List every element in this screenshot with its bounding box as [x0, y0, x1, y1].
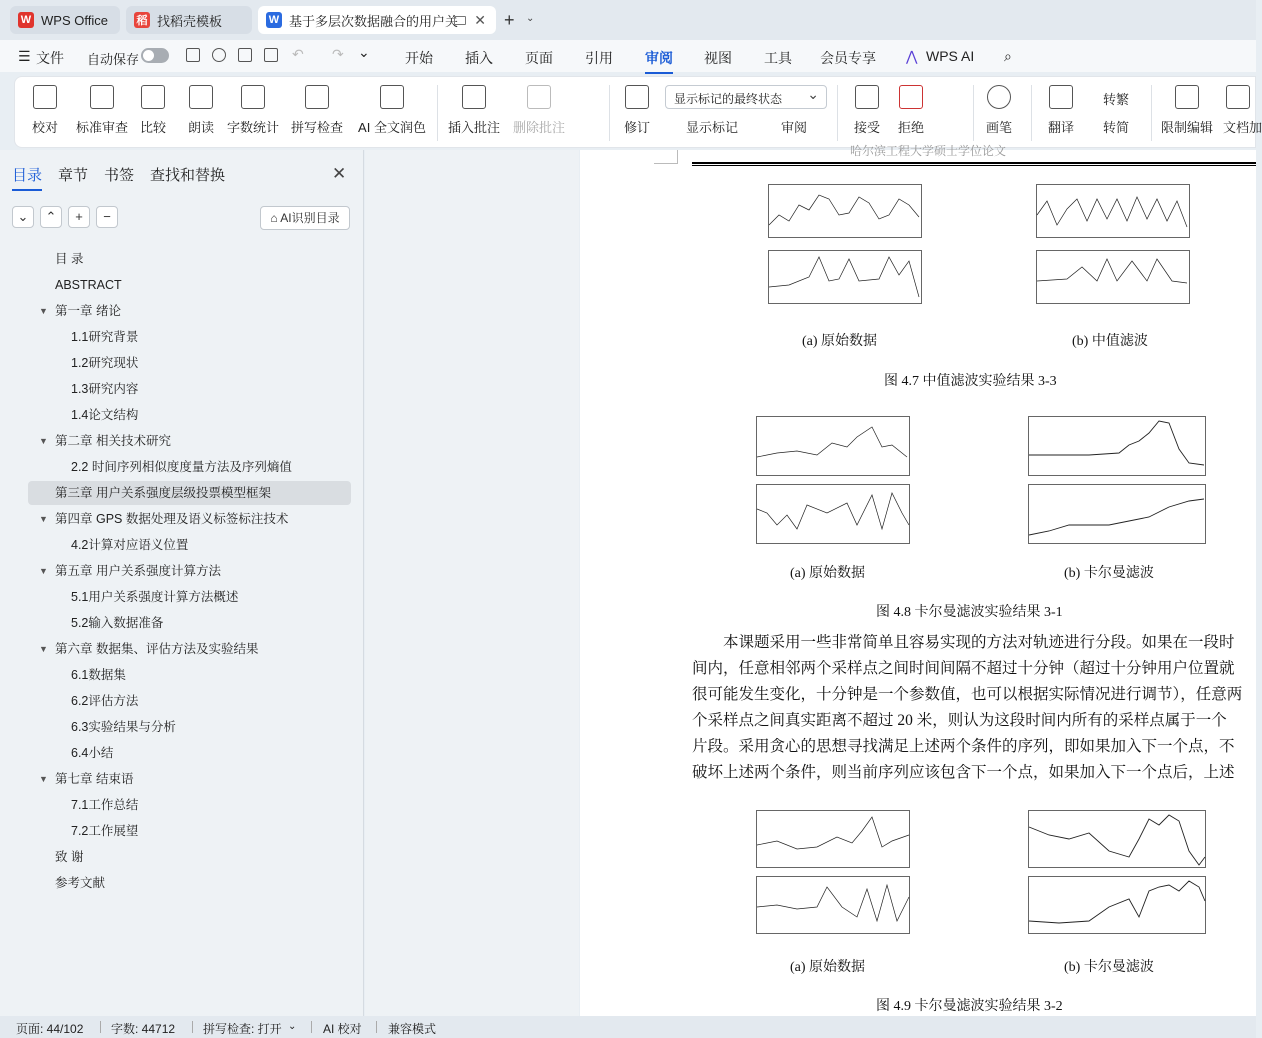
- figure-4-9a: [740, 806, 916, 944]
- collapse-all-icon[interactable]: ⌃: [40, 206, 62, 228]
- toc-item[interactable]: [71, 819, 138, 843]
- undo-icon[interactable]: ↶: [292, 46, 304, 62]
- autosave-label: 自动保存: [87, 52, 140, 67]
- toc-item-label: ABSTRACT: [55, 278, 122, 292]
- plot-lng: [1028, 484, 1206, 544]
- caret-down-icon[interactable]: ▼: [39, 774, 48, 784]
- menu-page[interactable]: 页面: [525, 50, 553, 66]
- toc-item[interactable]: [39, 767, 134, 791]
- pen-button[interactable]: 画笔: [981, 77, 1017, 147]
- toc-item-label: 6.1数据集: [71, 668, 126, 682]
- subcaption: (b) 卡尔曼滤波: [1064, 566, 1154, 581]
- subcaption: (b) 中值滤波: [1072, 334, 1148, 349]
- share-icon[interactable]: [212, 48, 226, 62]
- tab-find-replace[interactable]: 查找和替换: [150, 167, 226, 184]
- tab-label: WPS Office: [41, 12, 108, 28]
- plot-lat: [1028, 810, 1206, 868]
- delete-comment-button[interactable]: 删除批注: [509, 77, 569, 147]
- line-plot: [1029, 417, 1207, 477]
- docer-icon: 稻: [134, 12, 150, 28]
- chevron-down-icon[interactable]: ⌄: [288, 1021, 297, 1032]
- toc-item-label: 4.2计算对应语义位置: [71, 538, 189, 552]
- plot-lng: [1028, 876, 1206, 934]
- toc-item[interactable]: [55, 247, 83, 271]
- tab-bookmarks[interactable]: 书签: [104, 167, 135, 184]
- toc-item-label: 6.4小结: [71, 746, 114, 760]
- toc-item[interactable]: [71, 533, 188, 557]
- toc-item-label: 7.2工作展望: [71, 824, 139, 838]
- expand-all-icon[interactable]: ⌄: [12, 206, 34, 228]
- toc-item[interactable]: [39, 559, 221, 583]
- plot-lat: [768, 184, 922, 238]
- plot-lng: [756, 484, 910, 544]
- line-plot: [769, 185, 923, 239]
- chevron-down-icon[interactable]: ⌄: [526, 13, 535, 24]
- document-page[interactable]: [580, 144, 1256, 1016]
- toc-item[interactable]: [55, 273, 122, 297]
- ai-toc-icon: ⌂: [270, 211, 281, 225]
- menu-member[interactable]: 会员专享: [820, 50, 876, 66]
- ribbon-divider: [973, 85, 974, 141]
- figure-4-7a: [750, 180, 926, 318]
- toc-item-label: 第五章 用户关系强度计算方法: [55, 564, 221, 578]
- menu-review[interactable]: 审阅: [645, 50, 673, 66]
- status-divider: [192, 1021, 193, 1033]
- close-pane-icon[interactable]: ✕: [332, 164, 347, 183]
- hamburger-icon[interactable]: ☰: [18, 48, 31, 64]
- ribbon-divider: [1151, 85, 1152, 141]
- caret-down-icon[interactable]: ▼: [39, 566, 48, 576]
- toc-item-label: 第七章 结束语: [55, 772, 134, 786]
- toc-item-label: 目 录: [55, 252, 84, 266]
- subcaption: (a) 原始数据: [790, 566, 866, 581]
- status-divider: [376, 1021, 377, 1033]
- line-plot: [757, 811, 911, 869]
- status-divider: [311, 1021, 312, 1033]
- toc-item-label: 6.3实验结果与分析: [71, 720, 176, 734]
- tab-toc[interactable]: 目录: [12, 164, 42, 185]
- save-icon[interactable]: [186, 48, 200, 62]
- delete-comment-icon: [527, 85, 551, 109]
- text-line: 很可能发生变化，十分钟是一个参数值，也可以根据实际情况进行调节），任意两: [692, 686, 1243, 703]
- tab-chapters[interactable]: 章节: [58, 167, 89, 184]
- track-changes-icon: [625, 85, 649, 109]
- status-divider: [100, 1021, 101, 1033]
- compare-button[interactable]: 比较: [135, 77, 171, 147]
- to-traditional-button[interactable]: 转繁: [1102, 92, 1129, 107]
- redo-icon[interactable]: ↷: [332, 46, 344, 62]
- menu-wps-ai[interactable]: WPS AI: [926, 48, 975, 64]
- pen-icon: [987, 85, 1011, 109]
- spell-check-icon: [305, 85, 329, 109]
- toc-item-label: 参考文献: [55, 876, 106, 890]
- toc-item-label: 5.2输入数据准备: [71, 616, 164, 630]
- accept-icon: [855, 85, 879, 109]
- ribbon-divider: [609, 85, 610, 141]
- body-paragraph: [692, 630, 1256, 786]
- ai-proofread-status[interactable]: AI 校对: [323, 1022, 362, 1036]
- line-plot: [1037, 251, 1191, 305]
- navigation-pane: [0, 150, 364, 1016]
- subcaption: (b) 卡尔曼滤波: [1064, 960, 1154, 975]
- plot-lng: [1036, 250, 1190, 304]
- toc-item[interactable]: [71, 689, 138, 713]
- toc-item[interactable]: [71, 663, 126, 687]
- more-chevron-icon[interactable]: ⌄: [358, 44, 370, 60]
- toc-item[interactable]: [55, 481, 271, 505]
- toc-item[interactable]: [71, 793, 138, 817]
- toc-item[interactable]: [71, 585, 238, 609]
- tab-document[interactable]: [258, 6, 496, 34]
- menu-file[interactable]: 文件: [36, 50, 64, 66]
- figure-caption: 图 4.9 卡尔曼滤波实验结果 3-2: [876, 999, 1063, 1014]
- subcaption: (a) 原始数据: [790, 960, 866, 975]
- to-simplified-button[interactable]: 转简: [1102, 120, 1129, 135]
- toc-item[interactable]: [39, 429, 171, 453]
- ribbon-divider: [1031, 85, 1032, 141]
- figure-caption: 图 4.7 中值滤波实验结果 3-3: [884, 374, 1057, 389]
- toc-item-label: 第一章 绪论: [55, 304, 121, 318]
- text-line: 片段。采用贪心的思想寻找满足上述两个条件的序列，即如果加入下一个点，不: [692, 738, 1235, 755]
- toc-item[interactable]: [55, 871, 105, 895]
- ai-toc-button[interactable]: ⌂ AI识别目录: [260, 206, 350, 230]
- ai-polish-button[interactable]: AI 全文润色: [355, 77, 429, 147]
- toc-item[interactable]: [71, 715, 176, 739]
- toc-item-label: 5.1用户关系强度计算方法概述: [71, 590, 239, 604]
- print-preview-icon[interactable]: [264, 48, 278, 62]
- toc-item-label: 1.2研究现状: [71, 356, 139, 370]
- plot-lat: [1028, 416, 1206, 476]
- word-count-indicator[interactable]: 字数: 44712: [111, 1022, 176, 1036]
- menu-tools[interactable]: 工具: [764, 50, 792, 66]
- line-plot: [1029, 811, 1207, 869]
- menu-reference[interactable]: 引用: [585, 50, 613, 66]
- word-doc-icon: W: [266, 12, 282, 28]
- line-plot: [1037, 185, 1191, 239]
- workspace-gutter: [365, 150, 579, 1016]
- toc-item-label: 6.2评估方法: [71, 694, 139, 708]
- figure-caption: 图 4.8 卡尔曼滤波实验结果 3-1: [876, 605, 1063, 620]
- word-count-button[interactable]: 字数统计: [225, 77, 281, 147]
- figure-4-8a: [740, 412, 916, 550]
- caret-down-icon[interactable]: ▼: [39, 436, 48, 446]
- tab-wps-office[interactable]: [10, 6, 120, 34]
- toc-item-label: 1.4论文结构: [71, 408, 139, 422]
- text-line: 本课题采用一些非常简单且容易实现的方法对轨迹进行分段。如果在一段时: [692, 634, 1235, 651]
- markup-display-select[interactable]: 显示标记的最终状态 ⌄: [665, 85, 827, 109]
- line-plot: [757, 417, 911, 477]
- page-corner-mark: [654, 150, 678, 164]
- word-count-icon: [241, 85, 265, 109]
- standard-review-icon: [90, 85, 114, 109]
- caret-down-icon[interactable]: ▼: [39, 514, 48, 524]
- line-plot: [769, 251, 923, 305]
- figure-4-9b: [1004, 806, 1216, 944]
- reject-button[interactable]: 拒绝: [891, 77, 931, 147]
- header-rule: [692, 162, 1256, 164]
- caret-down-icon[interactable]: ▼: [39, 306, 48, 316]
- toc-item-label: 第四章 GPS 数据处理及语义标签标注技术: [55, 512, 289, 526]
- plot-lat: [756, 810, 910, 868]
- restrict-edit-icon: [1175, 85, 1199, 109]
- print-icon[interactable]: [238, 48, 252, 62]
- toc-item[interactable]: [71, 455, 292, 479]
- plot-lng: [768, 250, 922, 304]
- toc-item[interactable]: [71, 351, 138, 375]
- plot-lat: [756, 416, 910, 476]
- text-line: 破坏上述两个条件，则当前序列应该包含下一个点，如果加入下一个点后，上述: [692, 764, 1235, 781]
- toc-item[interactable]: [39, 637, 259, 661]
- text-line: 个采样点之间真实距离不超过 20 米，则认为这段时间内所有的采样点属于一个: [692, 712, 1227, 729]
- toc-item[interactable]: [71, 377, 138, 401]
- search-icon[interactable]: ⌕: [1004, 48, 1012, 64]
- title-bar: [0, 0, 1256, 40]
- toc-item[interactable]: [39, 507, 289, 531]
- standard-review-button[interactable]: 标准审查: [75, 77, 129, 147]
- proofread-button[interactable]: 校对: [27, 77, 63, 147]
- add-heading-icon[interactable]: +: [68, 206, 90, 228]
- wps-ai-icon: ⋀: [906, 48, 918, 64]
- insert-comment-icon: [462, 85, 486, 109]
- translate-icon: [1049, 85, 1073, 109]
- menu-insert[interactable]: 插入: [465, 50, 493, 66]
- wps-logo-icon: W: [18, 12, 34, 28]
- close-icon[interactable]: ✕: [474, 11, 486, 28]
- track-changes-button[interactable]: 修订: [617, 77, 657, 147]
- tab-docer[interactable]: [126, 6, 252, 34]
- line-plot: [757, 485, 911, 545]
- review-ribbon: [14, 76, 1262, 148]
- menu-start[interactable]: 开始: [405, 50, 433, 66]
- toc-item-label: 7.1工作总结: [71, 798, 139, 812]
- read-aloud-button[interactable]: 朗读: [183, 77, 219, 147]
- plot-lat: [1036, 184, 1190, 238]
- spell-check-status[interactable]: 拼写检查: 打开: [203, 1022, 282, 1036]
- caret-down-icon[interactable]: ▼: [39, 644, 48, 654]
- page-header-text: 哈尔滨工程大学硕士学位论文: [850, 144, 1007, 158]
- line-plot: [757, 877, 911, 935]
- doc-encrypt-button[interactable]: 文档加: [1219, 77, 1257, 147]
- subcaption: (a) 原始数据: [802, 334, 878, 349]
- autosave-toggle[interactable]: [141, 48, 169, 63]
- reject-icon: [899, 85, 923, 109]
- doc-encrypt-icon: [1226, 85, 1250, 109]
- toc-item[interactable]: [71, 741, 113, 765]
- tab-label: 基于多层次数据融合的用户关: [289, 13, 459, 29]
- toc-item-label: 第二章 相关技术研究: [55, 434, 171, 448]
- page-indicator[interactable]: 页面: 44/102: [16, 1022, 84, 1036]
- toc-item[interactable]: [55, 845, 83, 869]
- ribbon-divider: [837, 85, 838, 141]
- compare-icon: [141, 85, 165, 109]
- toc-item[interactable]: [71, 611, 163, 635]
- read-aloud-icon: [189, 85, 213, 109]
- new-tab-icon[interactable]: +: [504, 10, 515, 30]
- toc-item-label: 第三章 用户关系强度层级投票模型框架: [55, 486, 271, 500]
- plot-lng: [756, 876, 910, 934]
- toc-item-label: 致 谢: [55, 850, 84, 864]
- status-bar: [0, 1016, 1256, 1038]
- insert-comment-button[interactable]: 插入批注: [447, 77, 501, 147]
- figure-4-8b: [1004, 412, 1216, 550]
- show-markup-button[interactable]: 显示标记: [685, 120, 738, 135]
- line-plot: [1029, 877, 1207, 935]
- text-line: 间内，任意相邻两个采样点之间时间间隔不超过十分钟（超过十分钟用户位置就: [692, 660, 1235, 677]
- ribbon-divider: [437, 85, 438, 141]
- toc-item[interactable]: [71, 403, 138, 427]
- toc-item[interactable]: [71, 325, 138, 349]
- toc-item-label: 1.1研究背景: [71, 330, 139, 344]
- figure-4-7b: [1016, 180, 1192, 318]
- header-rule: [692, 165, 1256, 166]
- monitor-icon[interactable]: [454, 16, 466, 25]
- remove-heading-icon[interactable]: −: [96, 206, 118, 228]
- toc-item-label: 第六章 数据集、评估方法及实验结果: [55, 642, 259, 656]
- review-pane-button[interactable]: 审阅: [780, 120, 807, 135]
- spell-check-button[interactable]: 拼写检查: [287, 77, 347, 147]
- ai-polish-icon: [380, 85, 404, 109]
- accept-button[interactable]: 接受: [847, 77, 887, 147]
- compat-mode-status: 兼容模式: [388, 1022, 437, 1036]
- menu-view[interactable]: 视图: [704, 50, 732, 66]
- toc-item-label: 1.3研究内容: [71, 382, 139, 396]
- proofread-icon: [33, 85, 57, 109]
- toc-item-label: 2.2 时间序列相似度度量方法及序列熵值: [71, 460, 292, 474]
- line-plot: [1029, 485, 1207, 545]
- tab-label: 找稻壳模板: [157, 13, 223, 29]
- toc-item[interactable]: [39, 299, 121, 323]
- translate-button[interactable]: 翻译: [1039, 77, 1083, 147]
- restrict-edit-button[interactable]: 限制编辑: [1159, 77, 1215, 147]
